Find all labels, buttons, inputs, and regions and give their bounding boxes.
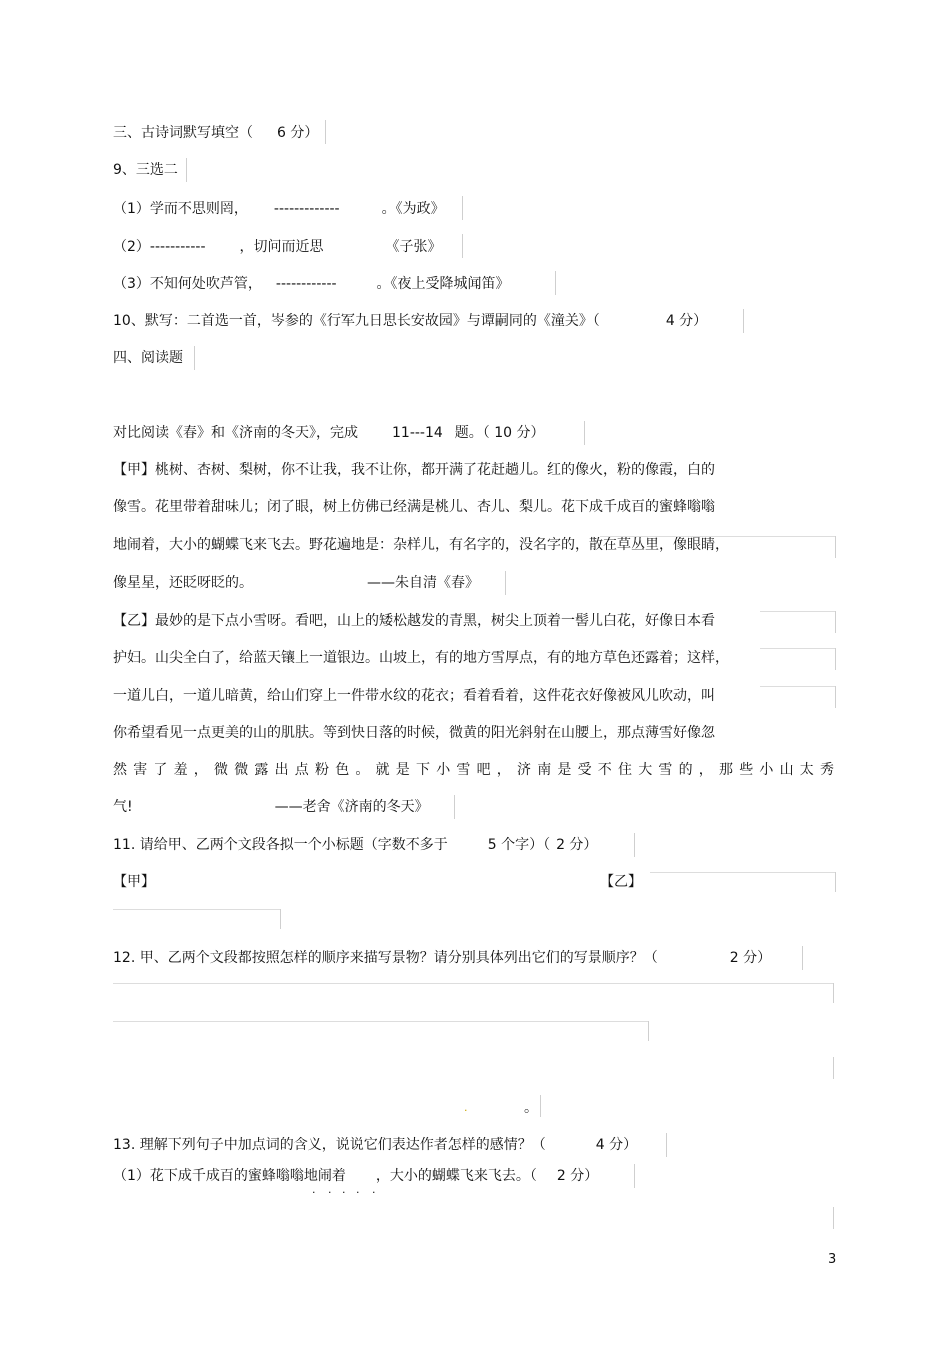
section4-title: 四、阅读题 [113,350,183,366]
passage-yi-last: 气! ——老舍《济南的冬天》 [113,799,429,815]
emphasis-dot: . [342,1183,346,1196]
emphasis-dot: . [328,1183,332,1196]
passage-yi-line: 一道儿白，一道儿暗黄，给山们穿上一件带水纹的花衣；看着看着，这件花衣好像被风儿吹动，叫 [113,688,715,704]
margin-rule [833,1207,834,1229]
page-number: 3 [828,1252,837,1267]
stray-mark: · [464,1104,468,1117]
emphasis-dot: . [312,1183,316,1196]
margin-rule [835,611,836,633]
q9-label: 9、三选二 [113,162,178,178]
margin-rule [760,686,835,687]
answer-blank[interactable]: ----------- [149,239,206,255]
margin-rule [280,909,281,929]
q9-item-3: （3）不知何处吹芦管， ------------ 。《夜上受降城闻笛》 [113,276,510,292]
margin-rule [194,346,195,370]
margin-rule [325,120,326,144]
passage-yi-line: 你希望看见一点更美的山的肌肤。等到快日落的时候，微黄的阳光斜射在山腰上，那点薄雪好像忽 [113,725,715,741]
margin-rule [760,648,835,649]
passage-jia-source: ——朱自清《春》 [367,575,479,591]
passage-jia-line: 地闹着，大小的蝴蝶飞来飞去。野花遍地是：杂样儿，有名字的，没名字的，散在草丛里，像眼睛， [113,537,729,553]
q11-yi-label: 【乙】 [600,874,642,890]
margin-rule [462,196,463,220]
emphasis-dot: . [356,1183,360,1196]
answer-line[interactable] [113,1021,648,1022]
passage-jia-last: 像星星，还眨呀眨的。 ——朱自清《春》 [113,575,479,591]
q11: 11. 请给甲、乙两个文段各拟一个小标题（字数不多于 5 个字）（ 2 分） [113,837,598,853]
passage-yi-line: 【乙】最妙的是下点小雪呀。看吧，山上的矮松越发的青黑，树尖上顶着一髻儿白花，好像日本看 [113,613,715,629]
margin-rule [833,1057,834,1079]
margin-rule [555,271,556,295]
margin-rule [835,648,836,670]
q13-sub1: （1）花下成千成百的蜜蜂嗡嗡地闹着 ，大小的蝴蝶飞来飞去。（ 2 分） [113,1168,599,1184]
margin-rule [505,571,506,595]
margin-rule [186,158,187,182]
margin-rule [666,1133,667,1157]
answer-line[interactable] [113,983,833,984]
q9-item-1: （1）学而不思则罔， ------------- 。《为政》 [113,201,445,217]
q11-jia-label: 【甲】 [113,874,155,890]
q12: 12. 甲、乙两个文段都按照怎样的顺序来描写景物？请分别具体列出它们的写景顺序？（ 2 分） [113,950,772,966]
margin-rule [600,536,835,537]
margin-rule [634,1164,635,1188]
reading-intro: 对比阅读《春》和《济南的冬天》，完成 11---14 题。（ 10 分） [113,425,545,441]
margin-rule [454,795,455,819]
margin-rule [584,421,585,445]
margin-rule [833,983,834,1003]
margin-rule [540,1095,541,1117]
margin-rule [648,1021,649,1041]
margin-rule [743,309,744,333]
margin-rule [835,872,836,892]
margin-rule [760,611,835,612]
margin-rule [802,946,803,970]
passage-yi-line: 然害了羞，微微露出点粉色。就是下小雪吧，济南是受不住大雪的，那些小山太秀 [113,762,835,778]
passage-yi-source: ——老舍《济南的冬天》 [274,799,429,815]
q12-end-mark: 。 [524,1100,538,1116]
q10: 10、默写：二首选一首，岑参的《行军九日思长安故园》与谭嗣同的《潼关》（ 4 分） [113,313,708,329]
margin-rule [835,686,836,708]
answer-line[interactable] [113,909,280,910]
margin-rule [835,536,836,558]
passage-jia-line: 像雪。花里带着甜味儿；闭了眼，树上仿佛已经满是桃儿、杏儿、梨儿。花下成千成百的蜜蜂嗡嗡 [113,499,715,515]
passage-jia-line: 【甲】桃树、杏树、梨树，你不让我，我不让你，都开满了花赶趟儿。红的像火，粉的像霞，白的 [113,462,715,478]
margin-rule [462,234,463,258]
emphasis-dot: . [372,1183,376,1196]
answer-blank[interactable]: ------------- [273,201,340,217]
answer-blank[interactable]: ------------ [275,276,337,292]
q9-item-2: （2）----------- ，切问而近思 《子张》 [113,239,442,255]
q13: 13. 理解下列句子中加点词的含义，说说它们表达作者怎样的感情？（ 4 分） [113,1137,638,1153]
answer-line[interactable] [650,872,835,873]
passage-yi-line: 护妇。山尖全白了，给蓝天镶上一道银边。山坡上，有的地方雪厚点，有的地方草色还露着；这样， [113,650,729,666]
margin-rule [634,833,635,857]
section3-title: 三、古诗词默写填空（ 6 分） [113,125,319,141]
